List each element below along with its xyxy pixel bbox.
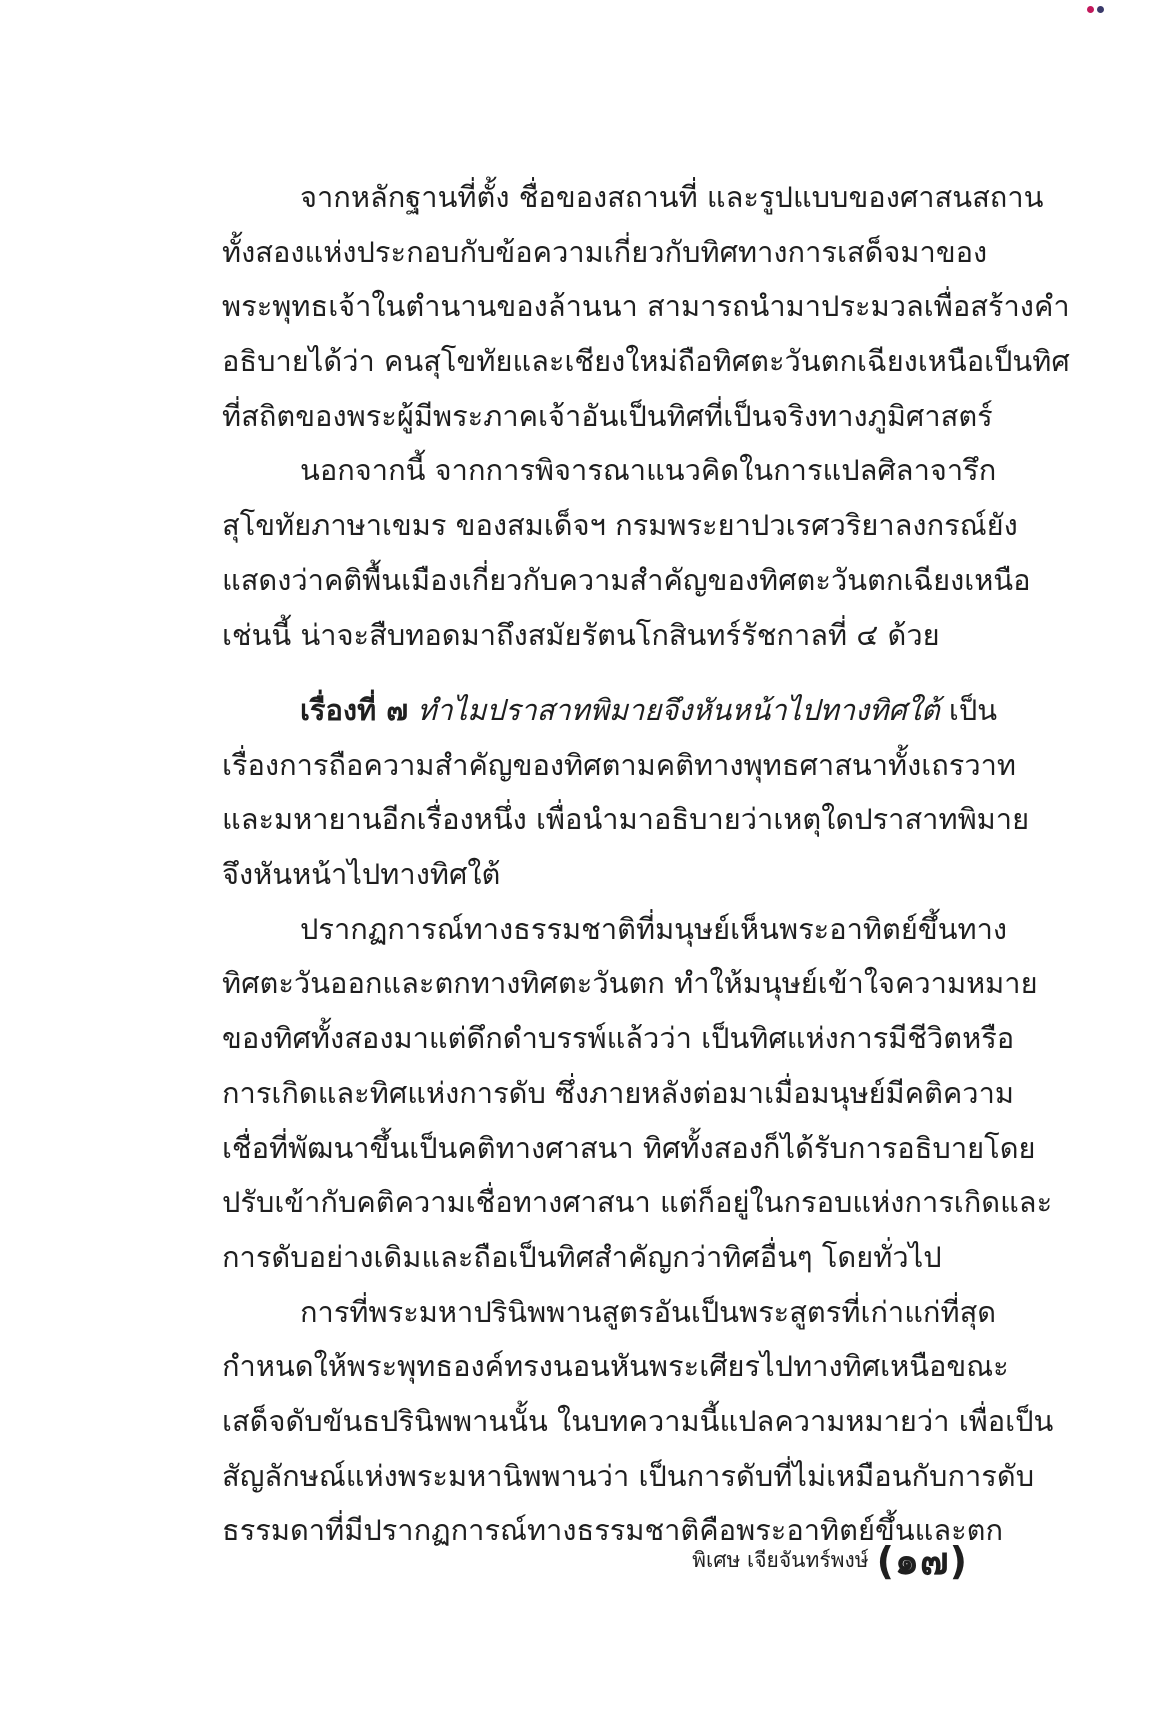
- text-line: จึงหันหน้าไปทางทิศใต้: [222, 857, 501, 892]
- page-footer: [692, 1530, 968, 1591]
- section-title: ทำไมปราสาทพิมายจึงหันหน้าไปทางทิศใต้: [417, 693, 940, 727]
- footer-author: พิเศษ เจียจันทร์พงษ์: [692, 1548, 869, 1572]
- text-line: สัญลักษณ์แห่งพระมหานิพพานว่า เป็นการดับที่ไม่เหมือนกับการดับ: [222, 1458, 1035, 1493]
- pink-dot: [1087, 6, 1094, 13]
- text-line: และมหายานอีกเรื่องหนึ่ง เพื่อนำมาอธิบายว่าเหตุใดปราสาทพิมาย: [222, 802, 1030, 837]
- text-line: ทิศตะวันออกและตกทางทิศตะวันตก ทำให้มนุษย์เข้าใจความหมาย: [222, 966, 1038, 1001]
- text-line: จากหลักฐานที่ตั้ง ชื่อของสถานที่ และรูปแบบของศาสนสถาน: [300, 180, 1044, 214]
- text-line: กำหนดให้พระพุทธองค์ทรงนอนหันพระเศียรไปทางทิศเหนือขณะ: [222, 1349, 1009, 1384]
- page-number: (๑๗): [876, 1539, 968, 1583]
- text-line: เช่นนี้ น่าจะสืบทอดมาถึงสมัยรัตนโกสินทร์รัชกาลที่ ๔ ด้วย: [222, 617, 940, 652]
- text-line: พระพุทธเจ้าในตำนานของล้านนา สามารถนำมาประมวลเพื่อสร้างคำ: [222, 289, 1070, 324]
- text-line: ทั้งสองแห่งประกอบกับข้อความเกี่ยวกับทิศทางการเสด็จมาของ: [222, 234, 988, 269]
- text-line: สุโขทัยภาษาเขมร ของสมเด็จฯ กรมพระยาปวเรศวริยาลงกรณ์ยัง: [222, 508, 1018, 543]
- section-label: เรื่องที่ ๗: [300, 693, 409, 727]
- text-line: นอกจากนี้ จากการพิจารณาแนวคิดในการแปลศิลาจารึก: [300, 453, 997, 488]
- paragraph-block-top: [222, 170, 1070, 662]
- text-line: การที่พระมหาปรินิพพานสูตรอันเป็นพระสูตรที่เก่าแก่ที่สุด: [300, 1294, 997, 1329]
- text-line: ปรับเข้ากับคติความเชื่อทางศาสนา แต่ก็อยู่ในกรอบแห่งการเกิดและ: [222, 1185, 1053, 1220]
- text-line: แสดงว่าคติพื้นเมืองเกี่ยวกับความสำคัญของทิศตะวันตกเฉียงเหนือ: [222, 562, 1031, 597]
- text-line: ปรากฏการณ์ทางธรรมชาติที่มนุษย์เห็นพระอาทิตย์ขึ้นทาง: [300, 911, 1008, 946]
- text-line: เชื่อที่พัฒนาขึ้นเป็นคติทางศาสนา ทิศทั้งสองก็ได้รับการอธิบายโดย: [222, 1130, 1036, 1165]
- text-line: เรื่องการถือความสำคัญของทิศตามคติทางพุทธศาสนาทั้งเถรวาท: [222, 747, 1017, 782]
- text-line: การดับอย่างเดิมและถือเป็นทิศสำคัญกว่าทิศอื่นๆ โดยทั่วไป: [222, 1239, 942, 1274]
- text-line: อธิบายได้ว่า คนสุโขทัยและเชียงใหม่ถือทิศตะวันตกเฉียงเหนือเป็นทิศ: [222, 344, 1070, 379]
- paragraph-block-section: [222, 683, 1054, 1558]
- text-line: ของทิศทั้งสองมาแต่ดึกดำบรรพ์แล้วว่า เป็นทิศแห่งการมีชีวิตหรือ: [222, 1021, 1015, 1056]
- section-heading-tail: เป็น: [948, 693, 998, 727]
- corner-decoration: [1087, 6, 1104, 13]
- text-line: ที่สถิตของพระผู้มีพระภาคเจ้าอันเป็นทิศที่เป็นจริงทางภูมิศาสตร์: [222, 398, 993, 433]
- text-line: เสด็จดับขันธปรินิพพานนั้น ในบทความนี้แปลความหมายว่า เพื่อเป็น: [222, 1403, 1054, 1438]
- section-heading-line: [222, 683, 998, 738]
- text-line: ธรรมดาที่มีปรากฏการณ์ทางธรรมชาติคือพระอาทิตย์ขึ้นและตก: [222, 1513, 1004, 1548]
- text-line: การเกิดและทิศแห่งการดับ ซึ่งภายหลังต่อมาเมื่อมนุษย์มีคติความ: [222, 1075, 1014, 1110]
- navy-dot: [1097, 6, 1104, 13]
